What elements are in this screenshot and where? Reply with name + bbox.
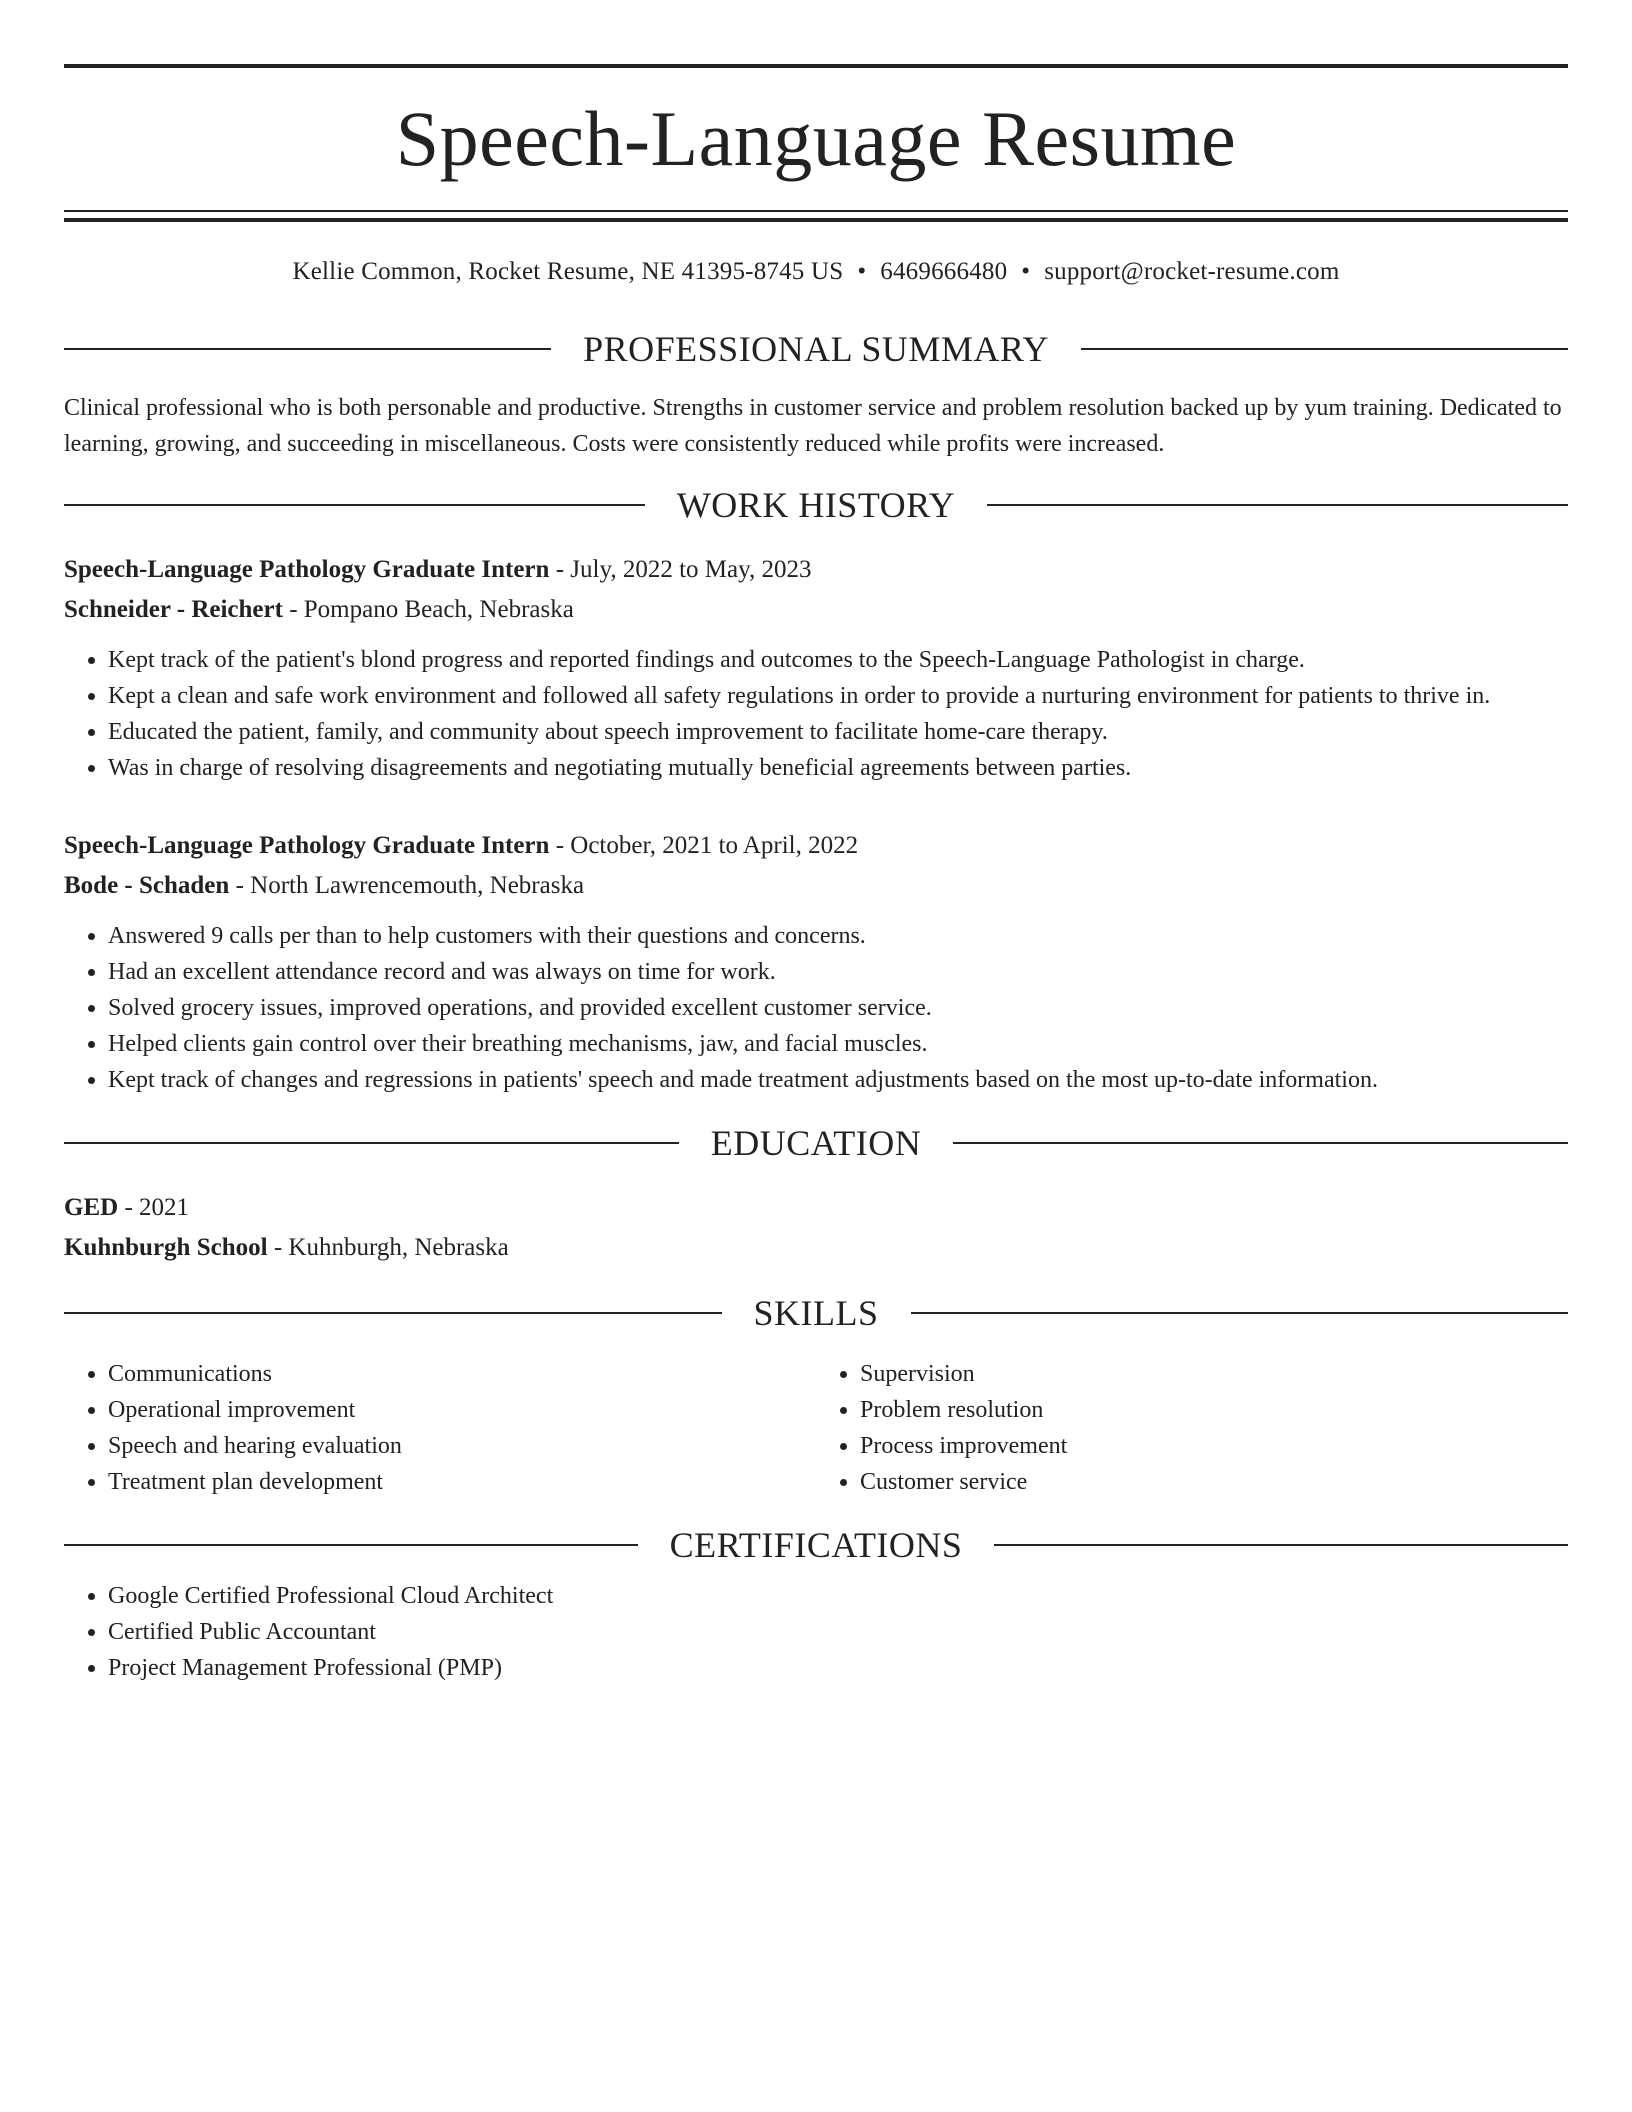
contact-phone: 6469666480 — [880, 258, 1008, 285]
certification-item: • Project Management Professional (PMP) — [108, 1650, 1568, 1686]
job-entry — [64, 826, 1568, 1098]
degree-year: - 2021 — [118, 1194, 190, 1221]
education-entry — [64, 1188, 1568, 1268]
title-double-rule — [64, 210, 1568, 222]
section-title: SKILLS — [753, 1293, 879, 1333]
list-item: • Helped clients gain control over their breathing mechanisms, jaw, and facial muscles. — [108, 1026, 1568, 1062]
school-name: Kuhnburgh School — [64, 1234, 268, 1261]
divider — [64, 504, 645, 506]
list-item: • Solved grocery issues, improved operations, and provided excellent customer service. — [108, 990, 1568, 1026]
list-item: • Kept a clean and safe work environment and followed all safety regulations in order to provide a nurturing environment for patients to thrive in. — [108, 678, 1568, 714]
job-title: Speech-Language Pathology Graduate Intern — [64, 556, 550, 583]
job-title-line — [64, 550, 1568, 590]
skill-item: • Process improvement — [860, 1428, 1568, 1464]
section-header-summary — [64, 328, 1568, 370]
job-location: - Pompano Beach, Nebraska — [282, 596, 574, 623]
divider — [64, 1142, 679, 1144]
job-title-line — [64, 826, 1568, 866]
contact-separator: • — [857, 258, 867, 285]
skill-item: • Communications — [108, 1356, 816, 1392]
summary-paragraph: Clinical professional who is both personable and productive. Strengths in customer service and problem resolution backed up by yum training. Dedicated to learning, growing, and succeeding in miscellaneous. Costs were consistently reduced while profits were increased. — [64, 395, 1562, 457]
skill-item: • Operational improvement — [108, 1392, 816, 1428]
divider — [911, 1312, 1569, 1314]
list-item: • Answered 9 calls per than to help customers with their questions and concerns. — [108, 918, 1568, 954]
contact-address: Kellie Common, Rocket Resume, NE 41395-8745 US — [292, 258, 844, 285]
divider — [994, 1544, 1568, 1546]
job-company-line — [64, 866, 1568, 906]
resume-page — [64, 0, 1568, 1686]
divider — [1081, 348, 1568, 350]
job-company: Bode - Schaden — [64, 872, 230, 899]
section-header-certifications — [64, 1524, 1568, 1566]
degree-line — [64, 1188, 1568, 1228]
section-title: WORK HISTORY — [676, 485, 956, 525]
list-item: • Had an excellent attendance record and was always on time for work. — [108, 954, 1568, 990]
skills-list-left — [64, 1356, 816, 1500]
list-item: • Educated the patient, family, and community about speech improvement to facilitate home-care therapy. — [108, 714, 1568, 750]
school-line — [64, 1228, 1568, 1268]
job-bullets — [64, 918, 1568, 1098]
skills-list-right — [816, 1356, 1568, 1500]
divider — [987, 504, 1568, 506]
list-item: • Was in charge of resolving disagreements and negotiating mutually beneficial agreements between parties. — [108, 750, 1568, 786]
skill-item: • Customer service — [860, 1464, 1568, 1500]
job-bullets — [64, 642, 1568, 786]
job-entry — [64, 550, 1568, 786]
list-item: • Kept track of the patient's blond progress and reported findings and outcomes to the Speech-Language Pathologist in charge. — [108, 642, 1568, 678]
section-header-education — [64, 1122, 1568, 1164]
job-company-line — [64, 590, 1568, 630]
contact-email: support@rocket-resume.com — [1044, 258, 1340, 285]
section-header-work — [64, 484, 1568, 526]
degree: GED — [64, 1194, 119, 1221]
section-header-skills — [64, 1292, 1568, 1334]
job-company: Schneider - Reichert — [64, 596, 283, 623]
job-location: - North Lawrencemouth, Nebraska — [229, 872, 585, 899]
resume-title: Speech-Language Resume — [395, 95, 1237, 182]
section-title: CERTIFICATIONS — [669, 1525, 963, 1565]
skill-item: • Problem resolution — [860, 1392, 1568, 1428]
section-title: EDUCATION — [710, 1123, 922, 1163]
school-location: - Kuhnburgh, Nebraska — [267, 1234, 509, 1261]
divider — [64, 1312, 722, 1314]
certification-item: • Google Certified Professional Cloud Architect — [108, 1578, 1568, 1614]
divider — [64, 348, 551, 350]
divider — [953, 1142, 1568, 1144]
section-title: PROFESSIONAL SUMMARY — [583, 329, 1049, 369]
skills-columns — [64, 1356, 1568, 1500]
list-item: • Kept track of changes and regressions in patients' speech and made treatment adjustments based on the most up-to-date information. — [108, 1062, 1568, 1098]
contact-line — [64, 258, 1568, 286]
job-dates: - October, 2021 to April, 2022 — [549, 832, 859, 859]
divider — [64, 1544, 638, 1546]
skill-item: • Treatment plan development — [108, 1464, 816, 1500]
contact-separator: • — [1021, 258, 1031, 285]
job-title: Speech-Language Pathology Graduate Intern — [64, 832, 550, 859]
skill-item: • Speech and hearing evaluation — [108, 1428, 816, 1464]
certifications-list — [64, 1578, 1568, 1686]
skill-item: • Supervision — [860, 1356, 1568, 1392]
job-dates: - July, 2022 to May, 2023 — [549, 556, 812, 583]
certification-item: • Certified Public Accountant — [108, 1614, 1568, 1650]
